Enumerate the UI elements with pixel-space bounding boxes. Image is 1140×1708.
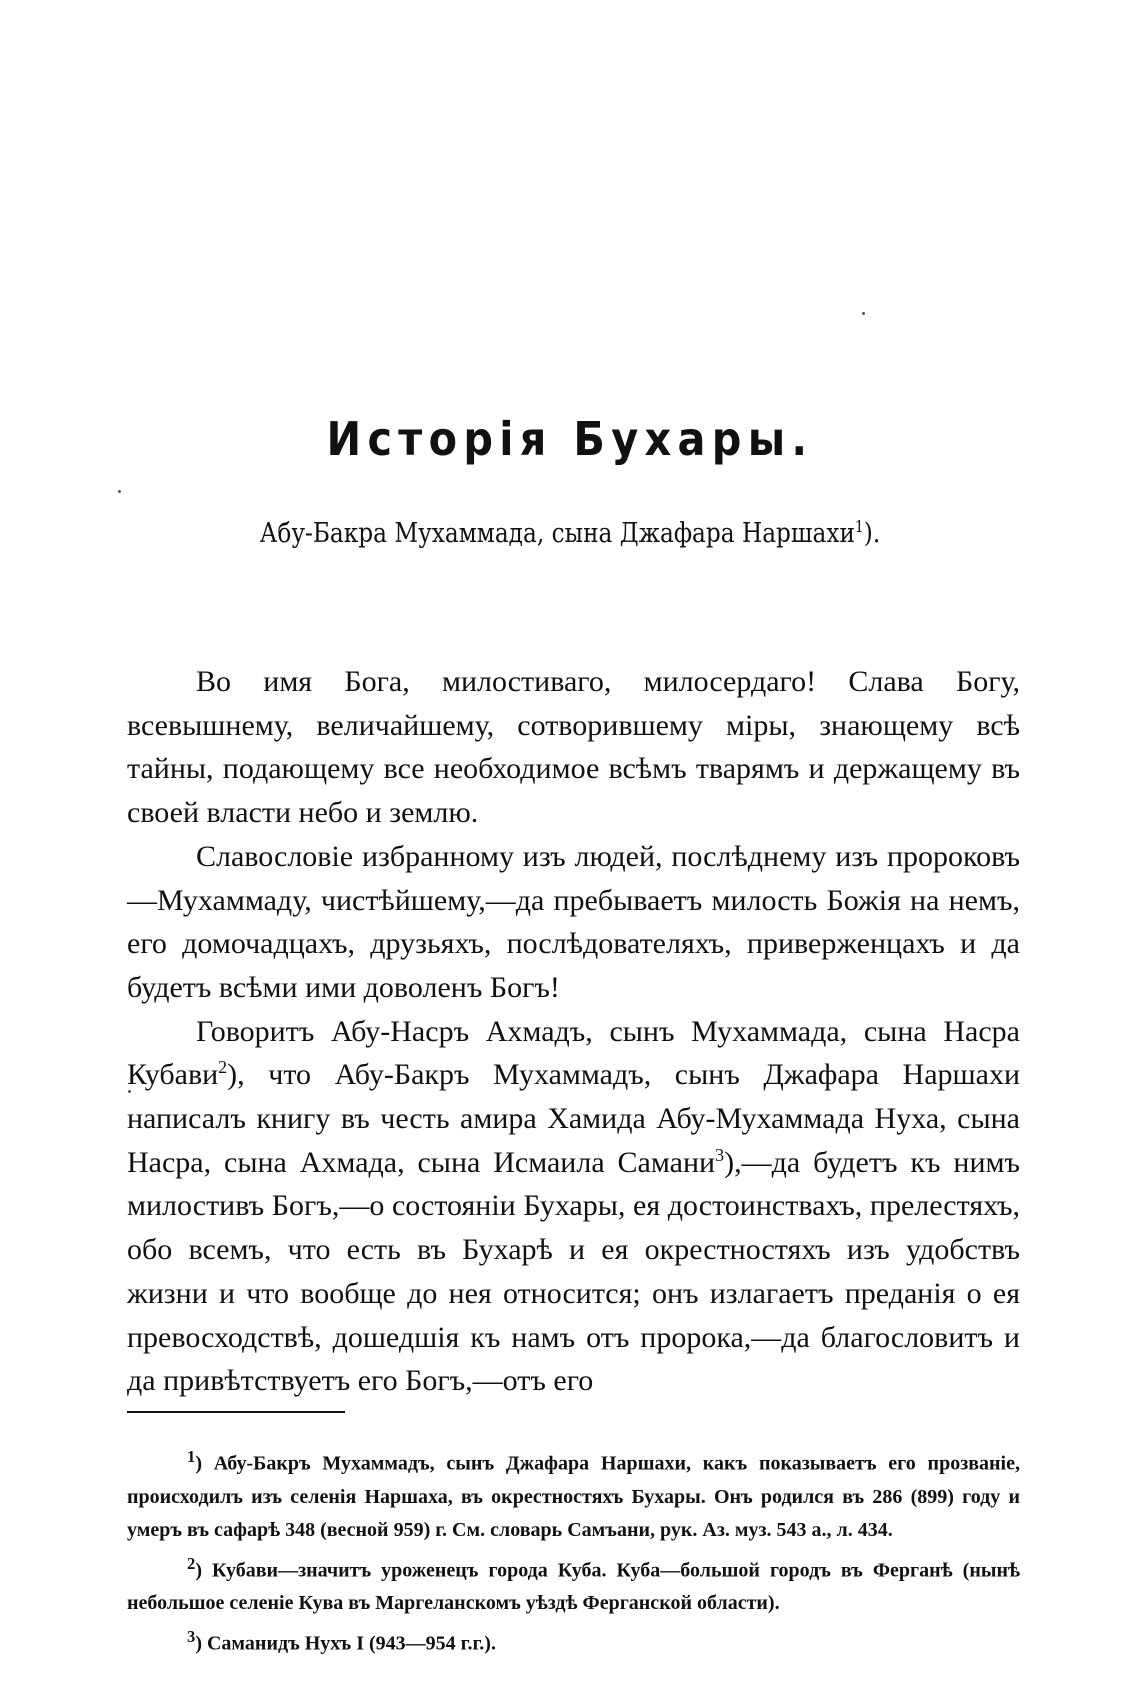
subtitle bbox=[80, 518, 1060, 549]
main-text bbox=[127, 660, 1020, 1403]
paragraph: Во имя Бога, милостиваго, милосердаго! Слава Богу, всевышнему, величайшему, сотворившему міры, знающему всѣ тайны, подающему все необходимое всѣмъ тварямъ и держащему въ своей власти небо и землю. bbox=[127, 665, 1020, 830]
paragraph-part: ),—да будетъ къ нимъ милостивъ Богъ,—о состояніи Бухары, ея достоинствахъ, прелестяхъ, обо всемъ, что есть въ Бухарѣ и ея окрестностяхъ изъ удобствъ жизни и что вообще до нея относится; онъ излагаетъ преданія о ея превосходствѣ, дошедшія къ намъ отъ пророка,—да благословитъ и да привѣтствуетъ его Богъ,—отъ его bbox=[127, 1145, 1020, 1398]
footnote-ref-3: 3 bbox=[715, 1144, 725, 1165]
footnote bbox=[127, 1547, 1020, 1621]
footnote bbox=[127, 1620, 1020, 1661]
paragraph bbox=[127, 1010, 1020, 1403]
page-title: Исторія Бухары. bbox=[326, 412, 814, 466]
footnote-text: ) Саманидъ Нухъ I (943—954 г.г.). bbox=[195, 1632, 496, 1655]
scan-speck bbox=[118, 490, 121, 493]
paragraph: Славословіе избранному изъ людей, послѣднему изъ пророковъ—Мухаммаду, чистѣйшему,—да пребываетъ милость Божія на немъ, его домочадцахъ, друзьяхъ, послѣдователяхъ, приверженцахъ и да будетъ всѣми ими доволенъ Богъ! bbox=[127, 839, 1020, 1004]
footnote-mark: 1 bbox=[187, 1447, 196, 1466]
footnote-text: ) Кубави—значитъ уроженецъ города Куба. Куба—большой городъ въ Ферганѣ (нынѣ небольшое селеніе Кува въ Маргеланскомъ уѣздѣ Ферганской области). bbox=[127, 1559, 1020, 1615]
paragraph-part: Говоритъ Абу-Насръ Ахмадъ, сынъ Мухаммада, сына Насра Кубави bbox=[127, 1014, 1020, 1092]
paragraph-part: ), что Абу-Бакръ Мухаммадъ, сынъ Джафара Наршахи написалъ книгу въ честь амира Хамида Абу-Мухаммада Нуха, сына Насра, сына Ахмада, сына Исмаила Самани bbox=[127, 1058, 1020, 1179]
footnote-mark: 3 bbox=[187, 1627, 196, 1647]
subtitle-text: Абу-Бакра Мухаммада, сына Джафара Наршахи bbox=[259, 518, 855, 549]
footnote-divider bbox=[127, 1411, 345, 1413]
footnote-ref-1: 1 bbox=[854, 517, 864, 536]
footnote-mark: 2 bbox=[187, 1553, 196, 1573]
footnote bbox=[127, 1440, 1020, 1547]
footnotes bbox=[127, 1440, 1020, 1661]
subtitle-tail: ). bbox=[863, 518, 881, 549]
footnote-text: ) Абу-Бакръ Мухаммадъ, сынъ Джафара Наршахи, какъ показываетъ его прозваніе, происходилъ изъ селенія Наршаха, въ окрестностяхъ Бухары. Онъ родился въ 286 (899) году и умеръ въ сафарѣ 348 (весной 959) г. См. словарь Самъани, рук. Аз. муз. 543 а., л. 434. bbox=[127, 1452, 1020, 1541]
footnote-ref-2: 2 bbox=[218, 1057, 228, 1078]
scan-speck bbox=[862, 312, 865, 315]
